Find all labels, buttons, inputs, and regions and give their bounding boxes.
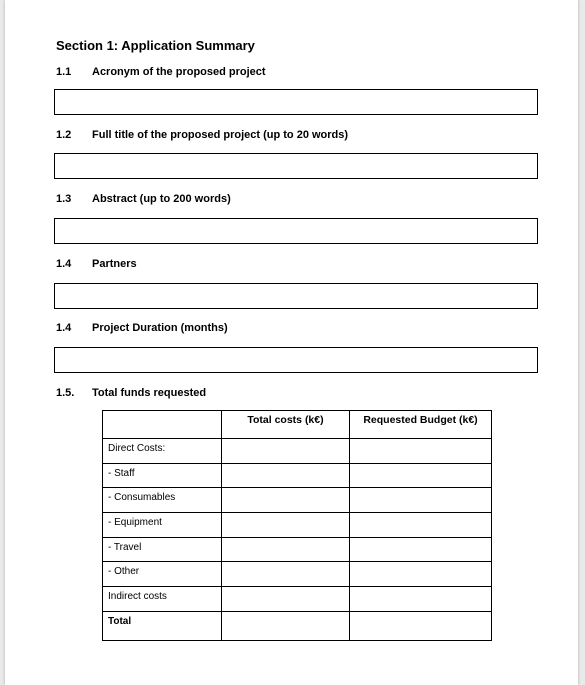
item-funds-heading [56, 387, 206, 399]
full-title-field[interactable] [54, 153, 538, 179]
section-title: Section 1: Application Summary [56, 38, 255, 53]
row-label-consumables: - Consumables [103, 488, 222, 513]
cell-requested-budget[interactable] [350, 562, 492, 587]
table-row [103, 463, 492, 488]
item-label: Project Duration (months) [92, 322, 228, 334]
cell-total-costs[interactable] [222, 587, 350, 612]
cell-requested-budget[interactable] [350, 587, 492, 612]
table-row [103, 562, 492, 587]
item-label: Full title of the proposed project (up to 20 words) [92, 129, 349, 141]
funds-table [102, 410, 492, 641]
table-header-row [103, 411, 492, 439]
row-label-travel: - Travel [103, 537, 222, 562]
cell-total-costs[interactable] [222, 537, 350, 562]
cell-requested-budget[interactable] [350, 439, 492, 464]
abstract-field[interactable] [54, 218, 538, 244]
row-label-indirect-costs: Indirect costs [103, 587, 222, 612]
cell-total-costs[interactable] [222, 488, 350, 513]
partners-field[interactable] [54, 283, 538, 309]
row-label-equipment: - Equipment [103, 513, 222, 538]
item-number: 1.2 [56, 129, 72, 141]
table-row [103, 513, 492, 538]
cell-total-costs[interactable] [222, 439, 350, 464]
table-row [103, 587, 492, 612]
table-row [103, 537, 492, 562]
item-number: 1.3 [56, 193, 72, 205]
duration-field[interactable] [54, 347, 538, 373]
cell-requested-budget[interactable] [350, 463, 492, 488]
item-abstract-heading [56, 193, 231, 205]
row-label-direct-costs: Direct Costs: [103, 439, 222, 464]
item-full-title-heading [56, 129, 348, 141]
row-label-total: Total [103, 611, 222, 640]
item-acronym-heading [56, 66, 266, 78]
item-label: Total funds requested [92, 387, 207, 399]
acronym-field[interactable] [54, 89, 538, 115]
cell-requested-budget[interactable] [350, 537, 492, 562]
cell-total-costs[interactable] [222, 463, 350, 488]
cell-requested-budget[interactable] [350, 611, 492, 640]
item-number: 1.5. [56, 387, 75, 399]
table-row [103, 439, 492, 464]
item-label: Partners [92, 258, 137, 270]
header-requested-budget: Requested Budget (k€) [350, 411, 492, 439]
cell-requested-budget[interactable] [350, 513, 492, 538]
cell-total-costs[interactable] [222, 513, 350, 538]
table-row [103, 611, 492, 640]
row-label-other: - Other [103, 562, 222, 587]
item-duration-heading [56, 322, 228, 334]
header-blank-cell [103, 411, 222, 439]
item-number: 1.1 [56, 66, 72, 78]
item-number: 1.4 [56, 258, 72, 270]
header-total-costs: Total costs (k€) [222, 411, 350, 439]
document-page [5, 0, 578, 685]
cell-total-costs[interactable] [222, 611, 350, 640]
row-label-staff: - Staff [103, 463, 222, 488]
item-number: 1.4 [56, 322, 72, 334]
cell-requested-budget[interactable] [350, 488, 492, 513]
cell-total-costs[interactable] [222, 562, 350, 587]
item-label: Acronym of the proposed project [92, 66, 266, 78]
item-partners-heading [56, 258, 137, 270]
table-row [103, 488, 492, 513]
item-label: Abstract (up to 200 words) [92, 193, 231, 205]
